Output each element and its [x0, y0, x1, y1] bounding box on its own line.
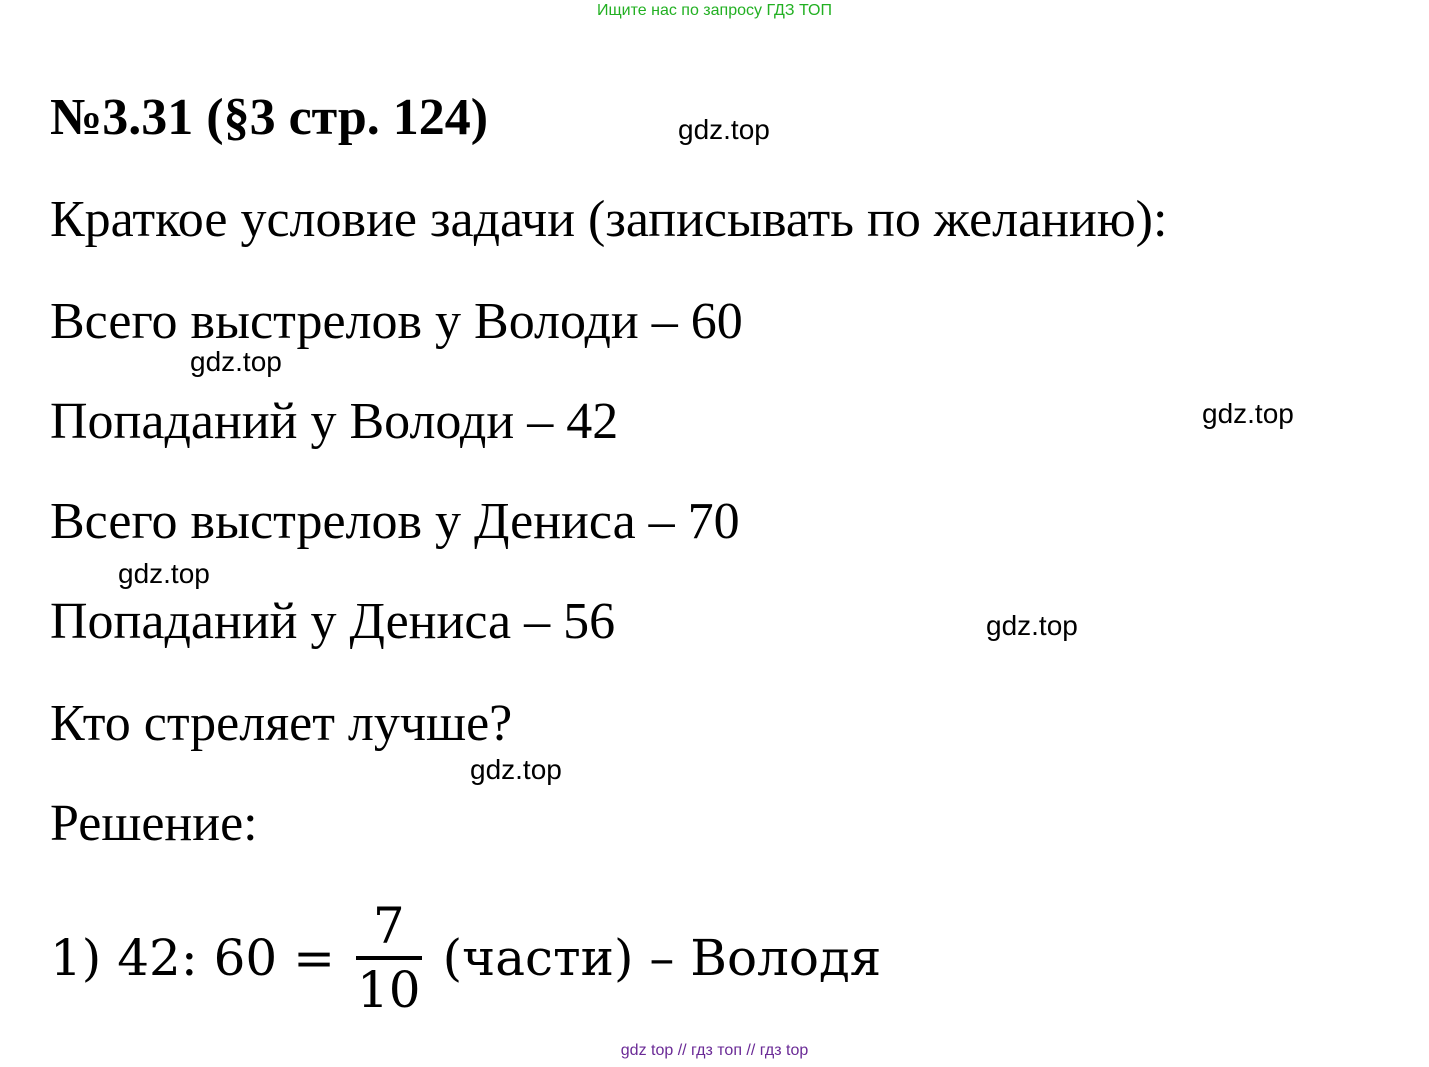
- solution-step-1: [50, 888, 881, 1028]
- exercise-title: №3.31 (§3 стр. 124): [50, 89, 489, 146]
- condition-line-denis-shots: Всего выстрелов у Дениса – 70: [50, 493, 740, 550]
- step-1-result: (части) – Володя: [442, 929, 882, 987]
- watermark: gdz.top: [678, 114, 770, 145]
- condition-line-volodya-shots: Всего выстрелов у Володи – 60: [50, 293, 743, 350]
- condition-line-denis-hits: Попаданий у Дениса – 56: [50, 593, 616, 650]
- fraction-numerator: 7: [372, 896, 405, 955]
- step-1-expression: 1) 42: 60 =: [50, 929, 335, 987]
- question-line: Кто стреляет лучше?: [50, 695, 513, 752]
- watermark: gdz.top: [190, 346, 282, 377]
- watermark: gdz.top: [118, 558, 210, 589]
- solution-heading: Решение:: [50, 795, 258, 852]
- watermark: gdz.top: [470, 754, 562, 785]
- fraction-denominator: 10: [357, 961, 421, 1019]
- fraction-bar: [356, 956, 422, 960]
- watermark: gdz.top: [1202, 398, 1294, 429]
- fraction: [353, 896, 425, 1019]
- watermark: gdz.top: [986, 610, 1078, 641]
- search-hint-banner: Ищите нас по запросу ГДЗ ТОП: [597, 2, 832, 19]
- condition-heading: Краткое условие задачи (записывать по желанию):: [50, 191, 1168, 248]
- condition-line-volodya-hits: Попаданий у Володи – 42: [50, 393, 619, 450]
- footer-watermark: gdz top // гдз топ // гдз top: [620, 1042, 809, 1059]
